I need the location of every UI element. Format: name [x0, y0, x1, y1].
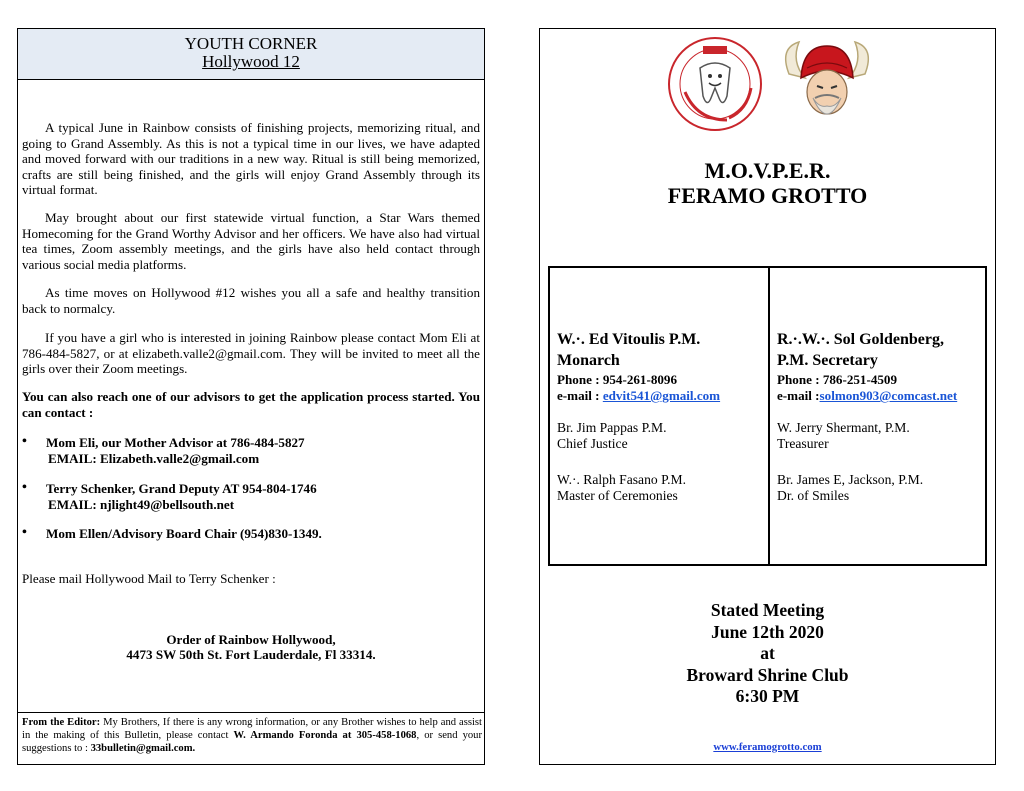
- website-url[interactable]: www.feramogrotto.com: [713, 741, 822, 753]
- email-link[interactable]: solmon903@comcast.net: [819, 388, 958, 403]
- officer-email: [777, 388, 957, 404]
- org-title-line-2: FERAMO GROTTO: [667, 183, 868, 208]
- contact-email: EMAIL: njlight49@bellsouth.net: [48, 496, 235, 512]
- meeting-line: Stated Meeting: [710, 600, 825, 620]
- bullet-icon: •: [22, 480, 27, 495]
- org-title: [540, 158, 995, 208]
- editor-contact: W. Armando Foronda at 305-458-1068: [233, 730, 417, 741]
- contact-email: EMAIL: Elizabeth.valle2@gmail.com: [48, 450, 260, 466]
- officers-column-right: [770, 268, 985, 564]
- email-label: e-mail :: [777, 388, 820, 403]
- youth-corner-panel: [17, 28, 485, 765]
- editor-label: From the Editor:: [22, 717, 101, 728]
- mokanna-logo-icon: [777, 38, 877, 132]
- address-line-1: Order of Rainbow Hollywood,: [166, 632, 336, 647]
- bullet-icon: •: [22, 525, 27, 540]
- smile-logo-icon: [667, 36, 763, 132]
- paragraph-4: If you have a girl who is interested in joining Rainbow please contact Mom Eli at 786-484-5827, or at elizabeth.valle2@gmail.com. They will be invited to meet all the girls over their Zoom meetings.: [22, 330, 480, 376]
- contact-line: Mom Ellen/Advisory Board Chair (954)830-1349.: [46, 526, 322, 541]
- editor-divider: [18, 712, 484, 713]
- email-label: e-mail :: [557, 388, 603, 403]
- editor-text-2: , or send your suggestions to :: [22, 730, 482, 754]
- officer-name: W.·. Ed Vitoulis P.M.: [557, 331, 701, 348]
- meeting-line: at: [760, 643, 775, 663]
- officer-title: P.M. Secretary: [777, 352, 878, 369]
- officer-name: R.·.W.·. Sol Goldenberg,: [777, 331, 944, 348]
- stated-meeting: [540, 600, 995, 708]
- org-title-line-1: M.O.V.P.E.R.: [704, 158, 831, 183]
- youth-corner-header: [18, 29, 484, 80]
- youth-corner-title: YOUTH CORNER: [184, 34, 318, 53]
- meeting-date: June 12th 2020: [711, 621, 824, 642]
- paragraph-2: May brought about our first statewide virtual function, a Star Wars themed Homecoming for the Grand Worthy Advisor and her officers. We have also had virtual tea times, Zoom assembly meetings, and the girls have also held contact through various social media platforms.: [22, 210, 480, 272]
- officer-role: Treasurer: [777, 436, 829, 451]
- officers-column-left: [550, 268, 770, 564]
- paragraph-1: A typical June in Rainbow consists of finishing projects, memorizing ritual, and going to Grand Assembly. As this is not a typical time in our lives, we have adapted and moved forward with our traditions in a new way. Ritual is still being memorized, crafts are still being finished, and the girls will enjoy Grand Assembly through its virtual format.: [22, 120, 480, 197]
- officer-role: Master of Ceremonies: [557, 488, 678, 503]
- website-link[interactable]: [540, 741, 995, 753]
- editor-text: My Brothers, If there is any wrong information, or any Brother wishes to help and assist in the making of this Bulletin, please contact: [22, 717, 482, 741]
- paragraph-3: As time moves on Hollywood #12 wishes you all a safe and healthy transition back to normalcy.: [22, 285, 480, 316]
- grotto-panel: [539, 28, 996, 765]
- youth-corner-subtitle: Hollywood 12: [202, 52, 300, 71]
- officer-phone: Phone : 954-261-8096: [557, 372, 678, 387]
- meeting-venue: Broward Shrine Club: [686, 664, 849, 685]
- contact-line: Mom Eli, our Mother Advisor at 786-484-5827: [46, 435, 305, 450]
- officer-title: Monarch: [557, 352, 620, 369]
- officer-name: Br. James E, Jackson, P.M.: [777, 472, 924, 487]
- paragraph-5: You can also reach one of our advisors to get the application process started. You can contact :: [22, 389, 480, 420]
- contact-line: Terry Schenker, Grand Deputy AT 954-804-1746: [46, 481, 317, 496]
- mail-note: Please mail Hollywood Mail to Terry Schenker :: [22, 571, 276, 586]
- officer-name: Br. Jim Pappas P.M.: [557, 420, 667, 435]
- address-line-2: 4473 SW 50th St. Fort Lauderdale, Fl 33314.: [126, 647, 376, 662]
- bullet-icon: •: [22, 434, 27, 449]
- officer-phone: Phone : 786-251-4509: [777, 372, 898, 387]
- meeting-time: 6:30 PM: [735, 686, 800, 706]
- editor-email: 33bulletin@gmail.com.: [90, 743, 196, 754]
- officers-table: [548, 266, 987, 566]
- editor-note: [22, 716, 482, 755]
- officer-role: Chief Justice: [557, 436, 628, 451]
- email-link[interactable]: edvit541@gmail.com: [602, 388, 721, 403]
- officer-name: W. Jerry Shermant, P.M.: [777, 420, 910, 435]
- officer-name: W.·. Ralph Fasano P.M.: [557, 472, 687, 487]
- officer-role: Dr. of Smiles: [777, 488, 850, 503]
- officer-email: [557, 388, 720, 404]
